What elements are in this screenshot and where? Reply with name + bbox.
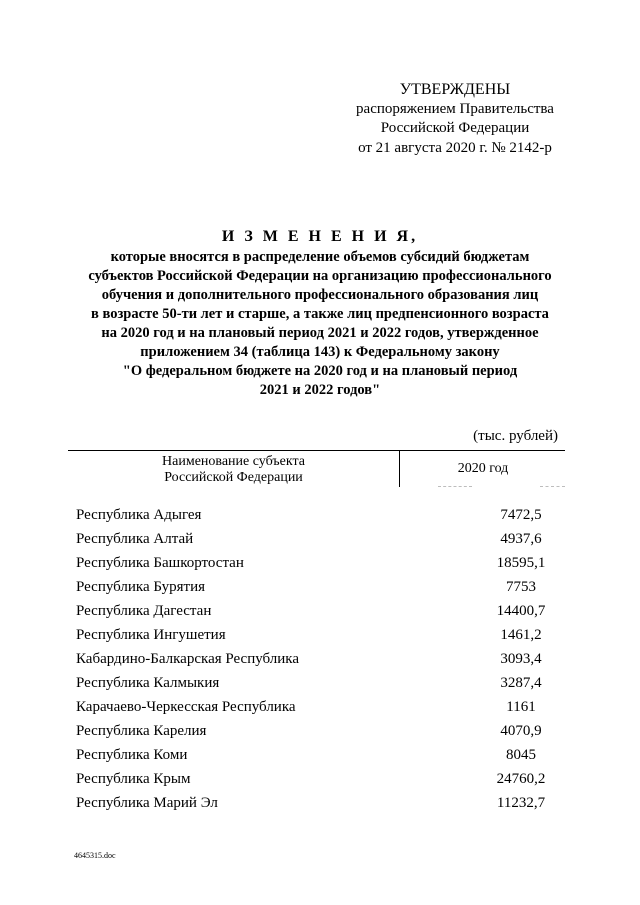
subtitle-line: приложением 34 (таблица 143) к Федеральному закону: [140, 344, 500, 360]
subject-name: Республика Калмыкия: [76, 675, 220, 691]
table-row: [76, 695, 576, 719]
document-title: И З М Е Н Е Н И Я,: [221, 228, 419, 245]
subject-value: 1461,2: [500, 627, 542, 643]
subject-name: Республика Дагестан: [76, 603, 212, 619]
subject-name: Республика Алтай: [76, 531, 194, 547]
subtitle-line: которые вносятся в распределение объемов субсидий бюджетам: [110, 249, 530, 265]
subject-name: Республика Крым: [76, 771, 191, 787]
subject-name: Республика Ингушетия: [76, 627, 226, 643]
table-row: [76, 671, 576, 695]
header-underline: [438, 486, 472, 487]
table-row: [76, 599, 576, 623]
approval-line-3: от 21 августа 2020 г. № 2142-р: [358, 139, 552, 156]
subject-name: Республика Адыгея: [76, 507, 202, 523]
subject-name: Республика Башкортостан: [76, 555, 244, 571]
document-file-name: 4645315.doc: [74, 851, 116, 860]
subtitle-line: 2021 и 2022 годов": [259, 382, 381, 398]
header-underline: [540, 486, 565, 487]
approval-block: [340, 80, 570, 158]
subtitle-line: на 2020 год и на плановый период 2021 и 2022 годов, утвержденное: [101, 325, 539, 341]
subject-value: 24760,2: [496, 771, 546, 787]
table-row: [76, 527, 576, 551]
table-row: [76, 647, 576, 671]
subject-value: 3287,4: [500, 675, 542, 691]
subject-value: 18595,1: [496, 555, 546, 571]
subject-value: 4937,6: [500, 531, 542, 547]
subtitle-line: обучения и дополнительного профессионального образования лиц: [101, 287, 539, 303]
subject-name: Республика Марий Эл: [76, 795, 218, 811]
subtitle-line: "О федеральном бюджете на 2020 год и на плановый период: [122, 363, 518, 379]
subject-name: Кабардино-Балкарская Республика: [76, 651, 300, 667]
table-row: [76, 743, 576, 767]
subject-name: Карачаево-Черкесская Республика: [76, 699, 296, 715]
approval-line-2: Российской Федерации: [380, 120, 530, 136]
subtitle-line: субъектов Российской Федерации на организацию профессионального: [88, 268, 552, 284]
subject-name: Республика Бурятия: [76, 579, 206, 595]
table-row: [76, 791, 576, 815]
subject-value: 7753: [506, 579, 536, 595]
header-subject-column: [68, 451, 400, 487]
table-row: [76, 551, 576, 575]
approval-heading: УТВЕРЖДЕНЫ: [399, 81, 511, 98]
table-row: [76, 767, 576, 791]
header-year-column: 2020 год: [457, 461, 509, 476]
header-subject-line-2: Российской Федерации: [164, 470, 303, 485]
subject-name: Республика Коми: [76, 747, 188, 763]
subject-name: Республика Карелия: [76, 723, 207, 739]
table-row: [76, 623, 576, 647]
subject-value: 8045: [506, 747, 536, 763]
document-subtitle: [60, 248, 580, 400]
subject-value: 14400,7: [496, 603, 546, 619]
subject-value: 1161: [506, 699, 536, 715]
table-body: [76, 503, 576, 815]
approval-line-1: распоряжением Правительства: [356, 100, 554, 117]
subject-value: 3093,4: [500, 651, 542, 667]
subject-value: 4070,9: [500, 723, 542, 739]
table-header: [68, 450, 565, 487]
subject-value: 7472,5: [500, 507, 542, 523]
table-row: [76, 575, 576, 599]
units-label: (тыс. рублей): [473, 428, 558, 444]
table-row: [76, 719, 576, 743]
subtitle-line: в возрасте 50-ти лет и старше, а также лиц предпенсионного возраста: [91, 306, 549, 322]
subject-value: 11232,7: [496, 795, 546, 811]
table-row: [76, 503, 576, 527]
header-subject-line-1: Наименование субъекта: [162, 454, 305, 469]
